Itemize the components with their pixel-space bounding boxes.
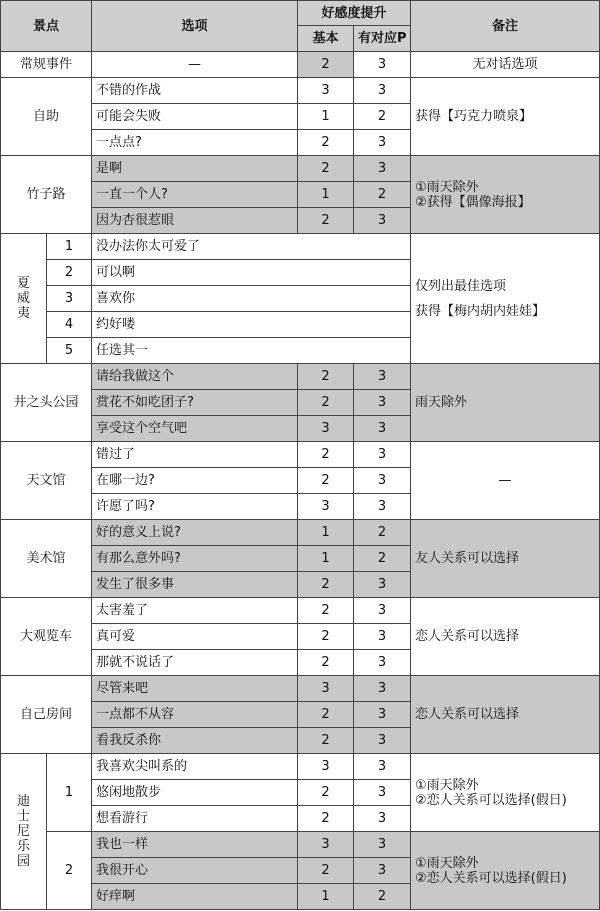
persona-value: 2: [354, 104, 411, 130]
persona-value: 3: [354, 676, 411, 702]
basic-value: 1: [298, 182, 354, 208]
option-text: 好的意义上说?: [92, 520, 298, 546]
note-line: ②获得【偶像海报】: [415, 194, 531, 210]
note-line: ①雨天除外: [415, 777, 479, 793]
header-persona: 有对应P: [354, 26, 411, 52]
note-line: ②恋人关系可以选择(假日): [415, 792, 567, 808]
persona-value: 3: [354, 728, 411, 754]
persona-value: 2: [354, 546, 411, 572]
basic-value: 2: [298, 156, 354, 182]
sub-number: 4: [47, 312, 92, 338]
option-text: 错过了: [92, 442, 298, 468]
sub-number: 1: [47, 234, 92, 260]
spot-char: 夏: [16, 276, 30, 291]
option-text: 享受这个空气吧: [92, 416, 298, 442]
sub-number: 5: [47, 338, 92, 364]
basic-value: 1: [298, 520, 354, 546]
basic-value: 3: [298, 416, 354, 442]
option-text: —: [92, 52, 298, 78]
basic-value: 3: [298, 78, 354, 104]
persona-value: 3: [354, 442, 411, 468]
persona-value: 3: [354, 156, 411, 182]
option-text: 约好喽: [92, 312, 411, 338]
spot-label: 美术馆: [1, 520, 92, 598]
basic-value: 2: [298, 780, 354, 806]
option-text: 我也一样: [92, 832, 298, 858]
persona-value: 3: [354, 780, 411, 806]
option-text: 是啊: [92, 156, 298, 182]
spot-char: 尼: [16, 824, 30, 839]
note-text: 雨天除外: [411, 364, 600, 442]
persona-value: 3: [354, 624, 411, 650]
option-text: 好痒啊: [92, 884, 298, 910]
option-text: 太害羞了: [92, 598, 298, 624]
basic-value: 2: [298, 442, 354, 468]
option-text: 没办法你太可爱了: [92, 234, 411, 260]
basic-value: 3: [298, 832, 354, 858]
option-text: 在哪一边?: [92, 468, 298, 494]
persona-value: 3: [354, 572, 411, 598]
basic-value: 1: [298, 884, 354, 910]
basic-value: 1: [298, 104, 354, 130]
header-note: 备注: [411, 1, 600, 52]
option-text: 请给我做这个: [92, 364, 298, 390]
persona-value: 3: [354, 494, 411, 520]
option-text: 发生了很多事: [92, 572, 298, 598]
spot-label: 天文馆: [1, 442, 92, 520]
persona-value: 2: [354, 884, 411, 910]
persona-value: 3: [354, 390, 411, 416]
option-text: 喜欢你: [92, 286, 411, 312]
spot-char: 威: [16, 291, 30, 306]
persona-value: 3: [354, 416, 411, 442]
basic-value: 2: [298, 702, 354, 728]
basic-value: 2: [298, 624, 354, 650]
spot-char: 园: [16, 854, 30, 869]
spot-label-vertical: [1, 234, 47, 364]
persona-value: 3: [354, 364, 411, 390]
note-line: 获得【梅内胡内娃娃】: [415, 303, 546, 319]
basic-value: 2: [298, 572, 354, 598]
basic-value: 2: [298, 598, 354, 624]
spot-char: 乐: [16, 839, 30, 854]
basic-value: 2: [298, 468, 354, 494]
option-text: 一点都不从容: [92, 702, 298, 728]
basic-value: 2: [298, 52, 354, 78]
option-text: 因为杏很惹眼: [92, 208, 298, 234]
persona-value: 2: [354, 182, 411, 208]
persona-value: 3: [354, 702, 411, 728]
note-line: ①雨天除外: [415, 179, 479, 195]
sub-number: 2: [47, 832, 92, 910]
spot-label: 井之头公园: [1, 364, 92, 442]
note-cell: [411, 832, 600, 910]
basic-value: 2: [298, 858, 354, 884]
basic-value: 2: [298, 390, 354, 416]
spot-label: 大观览车: [1, 598, 92, 676]
option-text: 一点点?: [92, 130, 298, 156]
note-line: 仅列出最佳选项: [415, 278, 507, 294]
persona-value: 3: [354, 832, 411, 858]
option-text: 想看游行: [92, 806, 298, 832]
persona-value: 3: [354, 858, 411, 884]
header-favor: 好感度提升: [298, 1, 411, 26]
basic-value: 1: [298, 546, 354, 572]
spot-char: 士: [16, 809, 30, 824]
note-text: 恋人关系可以选择: [411, 676, 600, 754]
option-text: 一直一个人?: [92, 182, 298, 208]
basic-value: 3: [298, 754, 354, 780]
spot-label: 自己房间: [1, 676, 92, 754]
basic-value: 2: [298, 364, 354, 390]
persona-value: 2: [354, 520, 411, 546]
note-line: ①雨天除外: [415, 855, 479, 871]
persona-value: 3: [354, 754, 411, 780]
note-cell: [411, 754, 600, 832]
header-option: 选项: [92, 1, 298, 52]
basic-value: 2: [298, 208, 354, 234]
row-regular-event: [1, 52, 600, 78]
option-text: 悠闲地散步: [92, 780, 298, 806]
basic-value: 2: [298, 806, 354, 832]
note-cell: [411, 156, 600, 234]
option-text: 许愿了吗?: [92, 494, 298, 520]
basic-value: 2: [298, 130, 354, 156]
persona-value: 3: [354, 78, 411, 104]
header-basic: 基本: [298, 26, 354, 52]
note-text: 无对话选项: [411, 52, 600, 78]
option-text: 任选其一: [92, 338, 411, 364]
persona-value: 3: [354, 650, 411, 676]
option-text: 我喜欢尖叫系的: [92, 754, 298, 780]
persona-value: 3: [354, 130, 411, 156]
basic-value: 2: [298, 650, 354, 676]
spot-label: 常规事件: [1, 52, 92, 78]
basic-value: 3: [298, 676, 354, 702]
option-text: 可以啊: [92, 260, 411, 286]
option-text: 我很开心: [92, 858, 298, 884]
sub-number: 1: [47, 754, 92, 832]
persona-value: 3: [354, 806, 411, 832]
note-text: 恋人关系可以选择: [411, 598, 600, 676]
spot-label-vertical: [1, 754, 47, 910]
option-text: 可能会失败: [92, 104, 298, 130]
spot-label: 自助: [1, 78, 92, 156]
spot-char: 夷: [16, 306, 30, 321]
persona-value: 3: [354, 208, 411, 234]
persona-value: 3: [354, 468, 411, 494]
note-cell: [411, 234, 600, 364]
header-spot: 景点: [1, 1, 92, 52]
option-text: 有那么意外吗?: [92, 546, 298, 572]
spot-char: 迪: [16, 794, 30, 809]
option-text: 看我反杀你: [92, 728, 298, 754]
note-text: —: [411, 442, 600, 520]
option-text: 赏花不如吃团子?: [92, 390, 298, 416]
basic-value: 3: [298, 494, 354, 520]
sub-number: 3: [47, 286, 92, 312]
note-text: 友人关系可以选择: [411, 520, 600, 598]
option-text: 那就不说话了: [92, 650, 298, 676]
basic-value: 2: [298, 728, 354, 754]
note-line: ②恋人关系可以选择(假日): [415, 870, 567, 886]
spot-label: 竹子路: [1, 156, 92, 234]
option-text: 不错的作战: [92, 78, 298, 104]
sub-number: 2: [47, 260, 92, 286]
note-text: 获得【巧克力喷泉】: [411, 78, 600, 156]
option-text: 真可爱: [92, 624, 298, 650]
persona-value: 3: [354, 598, 411, 624]
persona-value: 3: [354, 52, 411, 78]
option-text: 尽管来吧: [92, 676, 298, 702]
